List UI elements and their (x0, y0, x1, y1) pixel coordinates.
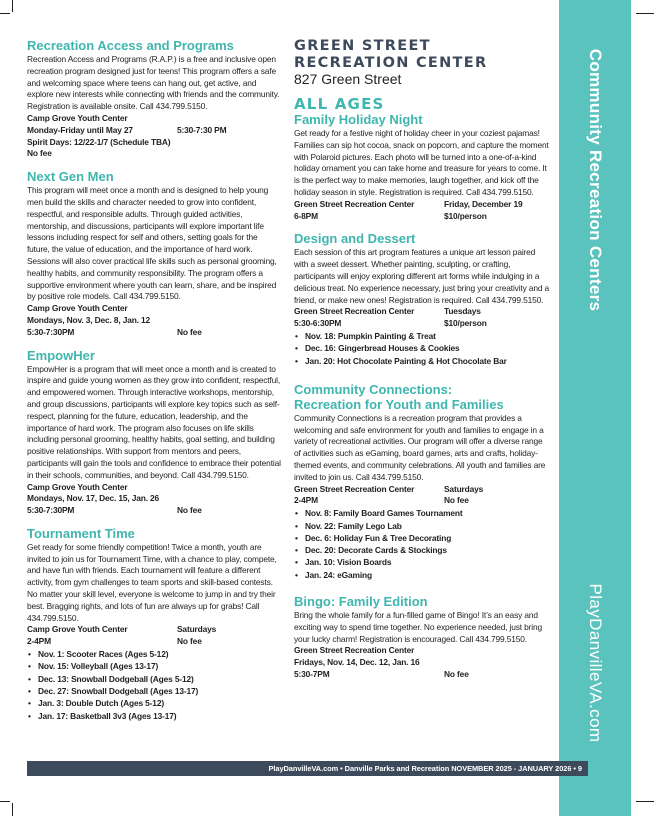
nextgen-title: Next Gen Men (27, 169, 114, 185)
holiday-location-row (294, 199, 549, 211)
connections-body: Community Connections is a recreation program that provides a welcoming and safe environment for youth and families to engage in a variety of recreational activities. Our program will offer a diverse range of activities such as eGaming, board games, arts and crafts, holiday-themed events, and community celebrations. All youth and families are invited to join us. Call 434.799.5150. (294, 412, 546, 482)
list-item: • Nov. 1: Scooter Races (Ages 5-12) (27, 648, 282, 660)
nextgen-fee: No fee (177, 326, 202, 337)
holiday-title: Family Holiday Night (294, 112, 423, 127)
list-item: • Nov. 15: Volleyball (Ages 13-17) (27, 660, 282, 672)
list-item: • Nov. 22: Family Lego Lab (294, 520, 549, 532)
list-item: • Dec. 6: Holiday Fun & Tree Decorating (294, 532, 549, 544)
bingo-dates: Fridays, Nov. 14, Dec. 12, Jan. 16 (294, 657, 420, 668)
list-item: • Jan. 3: Double Dutch (Ages 5-12) (27, 697, 282, 709)
venue-title-line1: GREEN STREET (294, 38, 431, 54)
tournament-location: Camp Grove Youth Center (27, 624, 128, 635)
sidebar-title: Community Recreation Centers (586, 48, 605, 312)
holiday-body: Get ready for a festive night of holiday cheer in your coziest pajamas! Families can sip hot cocoa, snack on popcorn, and capture the moment with Polaroid pictures. Each photo will be turned into a one-of-a-kind holiday ornament you can take home and treasure for years to come. It is the perfect way to make memories, laugh together, and kick off the holiday season in style. Registration is required. Call 434.799.5150. (294, 128, 549, 197)
holiday-section (294, 112, 549, 222)
crop-mark (636, 801, 654, 802)
rap-location: Camp Grove Youth Center (27, 112, 128, 123)
holiday-fee: $10/person (444, 210, 487, 221)
rap-fee: No fee (27, 148, 52, 159)
bingo-body: Bring the whole family for a fun-filled game of Bingo! It’s an easy and exciting way to spend time together. No experience needed, just bring your lucky charm! Registration is encouraged. Call 434.799.5150. (294, 610, 543, 644)
list-item: • Nov. 18: Pumpkin Painting & Treat (294, 330, 549, 342)
connections-list (294, 507, 549, 581)
empowher-section (27, 348, 282, 517)
bingo-section (294, 594, 549, 681)
bingo-title: Bingo: Family Edition (294, 594, 428, 609)
nextgen-location: Camp Grove Youth Center (27, 303, 128, 314)
connections-location-row (294, 484, 549, 496)
tournament-section (27, 526, 282, 722)
rap-title: Recreation Access and Programs (27, 38, 234, 53)
rap-spirit-days: Spirit Days: 12/22-1/7 (Schedule TBA) (27, 136, 171, 147)
design-location: Green Street Recreation Center (294, 306, 415, 317)
list-item: • Jan. 24: eGaming (294, 569, 549, 581)
bingo-location: Green Street Recreation Center (294, 645, 415, 656)
empowher-time: 5:30-7:30PM (27, 505, 75, 516)
all-ages-heading: ALL AGES (294, 95, 385, 113)
connections-time-row (294, 495, 549, 507)
rap-section (27, 38, 282, 160)
list-item: • Jan. 17: Basketball 3v3 (Ages 13-17) (27, 710, 282, 722)
rap-schedule-row (27, 125, 282, 137)
empowher-location: Camp Grove Youth Center (27, 481, 128, 492)
design-day: Tuesdays (444, 306, 481, 317)
design-section (294, 231, 549, 366)
venue-title-line2: RECREATION CENTER (294, 54, 488, 71)
list-item: • Jan. 10: Vision Boards (294, 556, 549, 568)
sidebar-site: PlayDanvilleVA.com (586, 583, 605, 743)
connections-title-line2: Recreation for Youth and Families (294, 396, 504, 412)
empowher-dates: Mondays, Nov. 17, Dec. 15, Jan. 26 (27, 493, 160, 504)
rap-days: Monday-Friday until May 27 (27, 124, 133, 135)
crop-mark (0, 13, 10, 14)
design-time: 5:30-6:30PM (294, 318, 342, 329)
connections-location: Green Street Recreation Center (294, 483, 415, 494)
bingo-fee: No fee (444, 668, 469, 679)
nextgen-time-row (27, 327, 282, 339)
rap-body: Recreation Access and Programs (R.A.P.) is a free and inclusive open recreation program designed just for teens! This program offers a safe and welcoming space where teens can hang out, get active, and explore new interests while connecting with friends and the community. Registration is available onsite. Call 434.799.5150. (27, 54, 280, 112)
design-location-row (294, 306, 549, 318)
right-column (294, 38, 549, 681)
rap-time: 5:30-7:30 PM (177, 124, 227, 135)
bingo-time: 5:30-7PM (294, 668, 330, 679)
nextgen-section (27, 169, 282, 338)
list-item: • Dec. 13: Snowball Dodgeball (Ages 5-12) (27, 673, 282, 685)
holiday-time: 6-8PM (294, 210, 318, 221)
design-title: Design and Dessert (294, 231, 416, 247)
connections-section (294, 382, 549, 581)
empowher-fee: No fee (177, 505, 202, 516)
empowher-body: EmpowHer is a program that will meet once a month and is created to inspire and guide young women as they grow into confident, respectful, and empowered women. Through interactive workshops, mentorship, and group discussions, participants will explore key topics such as self-respect, planning for the future, education, leadership, and the importance of hard work. The program also focuses on life skills including personal grooming, healthy habits, goal setting, and building positive relationships. With support from mentors and peers, participants will gain the tools and confidence to embrace their potential in their schools, communities, and beyond. Call 434.799.5150. (27, 363, 281, 480)
tournament-location-row (27, 624, 282, 636)
design-time-row (294, 318, 549, 330)
footer-bar: PlayDanvilleVA.com • Danville Parks and Recreation NOVEMBER 2025 - JANUARY 2026 • 9 (27, 761, 588, 776)
venue-address: 827 Green Street (294, 71, 402, 87)
connections-fee: No fee (444, 495, 469, 506)
tournament-title: Tournament Time (27, 525, 135, 541)
holiday-location: Green Street Recreation Center (294, 198, 415, 209)
holiday-time-row (294, 211, 549, 223)
tournament-time-row (27, 636, 282, 648)
nextgen-body: This program will meet once a month and is designed to help young men build the skills and character needed to grow into confident, respectful, and responsible adults. Through guided activities, mentorship, and discussions, participants will explore important life lessons including respect for self and others, setting goals for the future, the value of education, and the importance of hard work. Sessions will also cover practical life skills such as personal grooming, healthy habits, and community responsibility. The program offers a supportive environment where youth can learn, share, and be inspired by positive role models. Call 434.799.5150. (27, 185, 277, 302)
design-list (294, 330, 549, 367)
left-column (27, 38, 282, 722)
crop-mark (0, 801, 10, 802)
holiday-date: Friday, December 19 (444, 198, 523, 209)
connections-title-line1: Community Connections: (294, 381, 453, 397)
tournament-body: Get ready for some friendly competition! Twice a month, youth are invited to join us for Tournament Time, with a chance to play, compete, and have fun with friends. Each tournament will feature a different activity, from gym challenges to team sports and skill-based contests. No matter your skill level, everyone is welcome to jump in and try their best. Bragging rights, and lots of fun are always up for grabs! Call 434.799.5150. (27, 541, 277, 623)
nextgen-dates: Mondays, Nov. 3, Dec. 8, Jan. 12 (27, 314, 151, 325)
tournament-time: 2-4PM (27, 636, 51, 647)
nextgen-time: 5:30-7:30PM (27, 326, 75, 337)
bingo-time-row (294, 669, 549, 681)
connections-time: 2-4PM (294, 495, 318, 506)
crop-mark (12, 803, 13, 816)
list-item: • Dec. 16: Gingerbread Houses & Cookies (294, 342, 549, 354)
crop-mark (636, 13, 654, 14)
list-item: • Dec. 20: Decorate Cards & Stockings (294, 544, 549, 556)
tournament-list (27, 648, 282, 722)
list-item: • Nov. 8: Family Board Games Tournament (294, 507, 549, 519)
crop-mark (12, 0, 13, 12)
list-item: • Dec. 27: Snowball Dodgeball (Ages 13-17) (27, 685, 282, 697)
list-item: • Jan. 20: Hot Chocolate Painting & Hot Chocolate Bar (294, 355, 549, 367)
empowher-title: EmpowHer (27, 347, 95, 363)
tournament-fee: No fee (177, 636, 202, 647)
tournament-day: Saturdays (177, 624, 217, 635)
design-fee: $10/person (444, 318, 487, 329)
connections-day: Saturdays (444, 483, 484, 494)
empowher-time-row (27, 505, 282, 517)
design-body: Each session of this art program features a unique art lesson paired with a sweet dessert. Whether painting, sculpting, or crafting, participants will enjoy exploring different art forms while indulging in a delicious treat. No experience necessary, just bring your creativity and a friend, or make new ones! Registration is required. Call 434.799.5150. (294, 247, 550, 305)
